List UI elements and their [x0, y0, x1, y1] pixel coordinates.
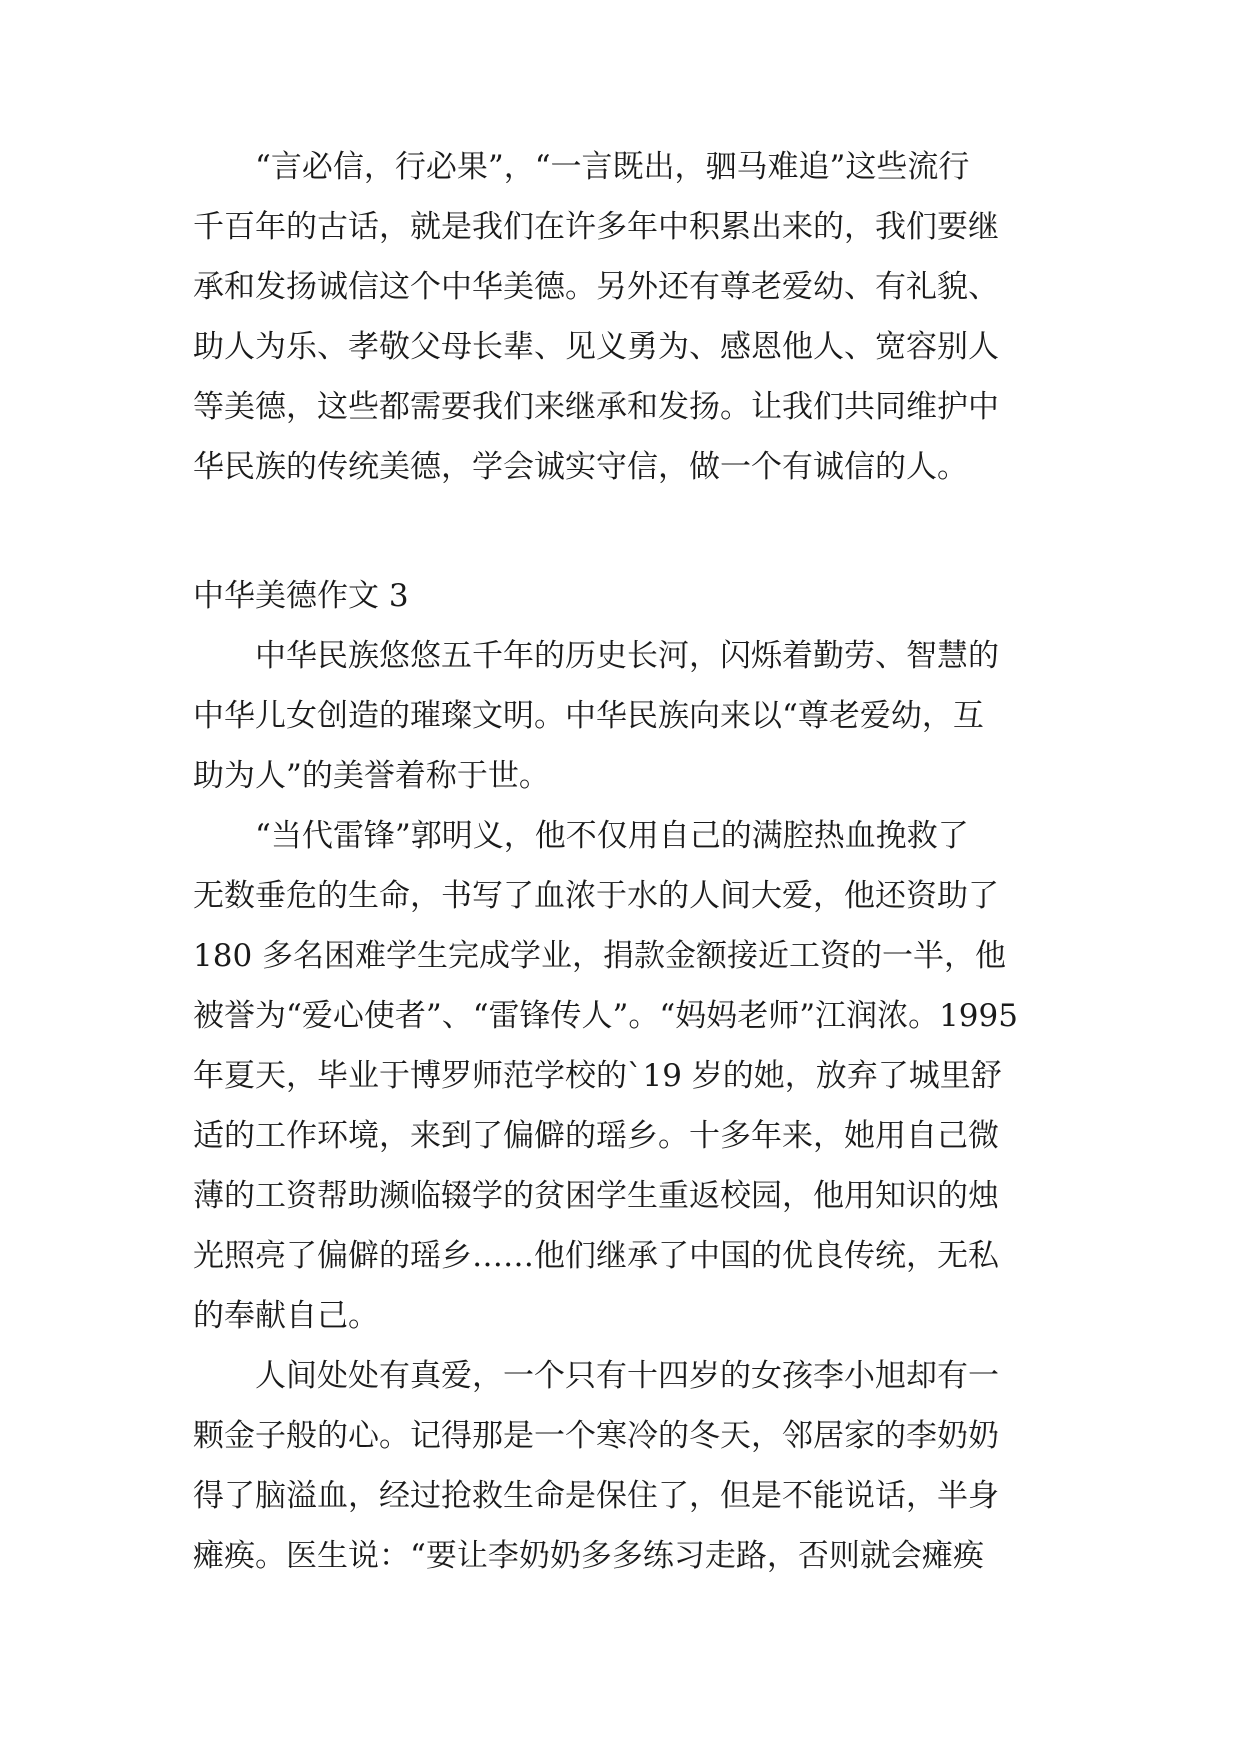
text-line: 华民族的传统美德，学会诚实守信，做一个有诚信的人。	[193, 449, 968, 485]
text-line: 中华民族悠悠五千年的历史长河，闪烁着勤劳、智慧的	[255, 638, 999, 674]
text-line: “言必信，行必果”，“一言既出，驷马难追”这些流行	[255, 149, 970, 185]
essay-title: 中华美德作文 3	[193, 578, 409, 614]
text-line: 得了脑溢血，经过抢救生命是保住了，但是不能说话，半身	[193, 1478, 999, 1514]
text-line: 无数垂危的生命，书写了血浓于水的人间大爱，他还资助了	[193, 878, 999, 914]
text-line: 颗金子般的心。记得那是一个寒冷的冬天，邻居家的李奶奶	[193, 1418, 999, 1454]
text-line: 薄的工资帮助濒临辍学的贫困学生重返校园，他用知识的烛	[193, 1178, 999, 1214]
text-line: 瘫痪。医生说：“要让李奶奶多多练习走路，否则就会瘫痪	[193, 1538, 984, 1574]
text-line: 光照亮了偏僻的瑶乡……他们继承了中国的优良传统，无私	[193, 1238, 999, 1274]
text-line: 年夏天，毕业于博罗师范学校的`19 岁的她，放弃了城里舒	[193, 1058, 1002, 1094]
paragraph-integrity	[193, 137, 1053, 497]
text-line: 助人为乐、孝敬父母长辈、见义勇为、感恩他人、宽容别人	[193, 329, 999, 365]
text-line: 适的工作环境，来到了偏僻的瑶乡。十多年来，她用自己微	[193, 1118, 999, 1154]
text-line: “当代雷锋”郭明义，他不仅用自己的满腔热血挽救了	[255, 818, 969, 854]
text-line: 的奉献自己。	[193, 1298, 379, 1334]
text-line: 180 多名困难学生完成学业，捐款金额接近工资的一半，他	[193, 938, 1007, 974]
text-line: 等美德，这些都需要我们来继承和发扬。让我们共同维护中	[193, 389, 999, 425]
text-line: 承和发扬诚信这个中华美德。另外还有尊老爱幼、有礼貌、	[193, 269, 999, 305]
text-line: 中华儿女创造的璀璨文明。中华民族向来以“尊老爱幼，互	[193, 698, 984, 734]
text-line: 人间处处有真爱，一个只有十四岁的女孩李小旭却有一	[255, 1358, 999, 1394]
essay-body	[193, 626, 1053, 1586]
text-line: 助为人”的美誉着称于世。	[193, 758, 550, 794]
text-line: 千百年的古话，就是我们在许多年中积累出来的，我们要继	[193, 209, 999, 245]
section-heading	[193, 566, 1053, 626]
text-line: 被誉为“爱心使者”、“雷锋传人”。“妈妈老师”江润浓。1995	[193, 998, 1018, 1034]
